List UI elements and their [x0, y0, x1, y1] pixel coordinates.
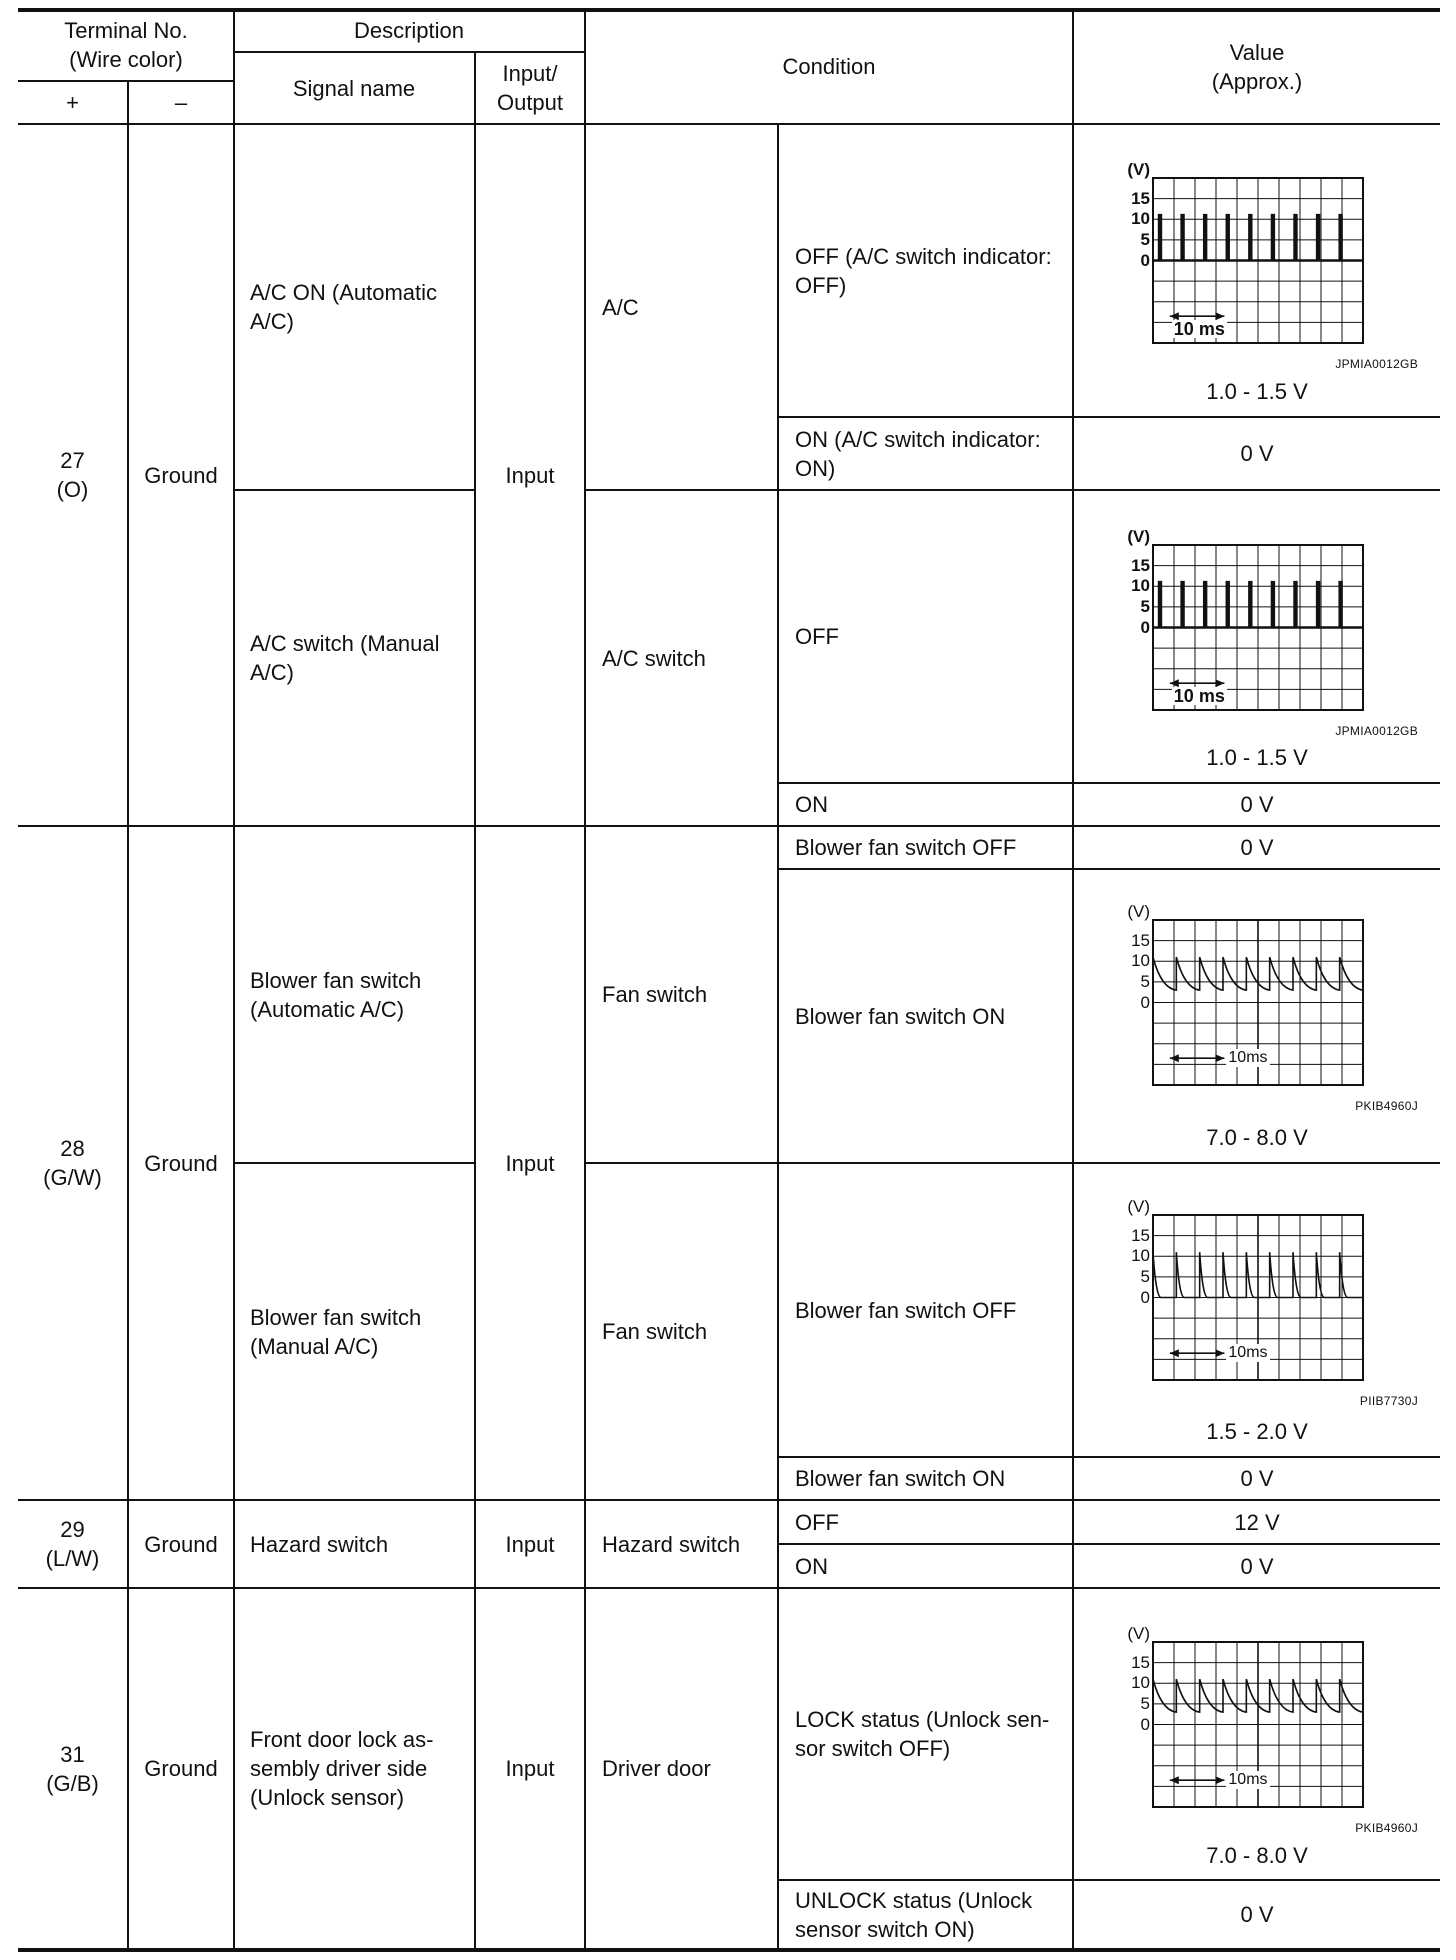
terminal-29-off-condition: OFF [795, 1509, 839, 1535]
terminal-number: 28 [60, 1136, 85, 1161]
figure-code: PKIB4960J [1355, 1821, 1418, 1835]
unit-label: (V) [1127, 902, 1150, 921]
header-description: Description [353, 18, 465, 43]
tick-label: 10 [1131, 209, 1150, 229]
waveform-graph [1118, 535, 1418, 740]
header-value-label: Value [1229, 39, 1285, 65]
header-terminal-no [18, 10, 234, 80]
terminal-29-number [18, 1501, 127, 1587]
tick-label: 0 [1140, 1287, 1150, 1307]
time-scale-label: 10ms [1228, 1049, 1268, 1067]
figure-code: PIIB7730J [1359, 1394, 1418, 1408]
header-approx-label: (Approx.) [1211, 68, 1303, 94]
unit-label: (V) [1127, 527, 1150, 546]
terminal-31-unlock-value: 0 V [1240, 1902, 1274, 1927]
terminal-29-cond: Hazard switch [602, 1531, 741, 1557]
waveform-lock-status [1118, 1624, 1418, 1840]
tick-label: 0 [1140, 617, 1150, 637]
figure-code: PKIB4960J [1355, 1099, 1418, 1113]
terminal-28-b-on-condition: Blower fan switch ON [795, 1466, 1006, 1491]
terminal-31-cond: Driver door [602, 1756, 711, 1781]
wire-color: (O) [56, 477, 89, 502]
tick-label: 5 [1140, 1266, 1150, 1286]
terminal-number: 27 [60, 448, 85, 473]
terminal-28-signal-manual: Blower fan switch (Manual A/C) [250, 1304, 422, 1359]
terminal-28-number [18, 827, 127, 1499]
figure-code: JPMIA0012GB [1335, 357, 1418, 371]
terminal-28-a-off-condition: Blower fan switch OFF [795, 835, 1017, 860]
terminal-number: 31 [60, 1741, 85, 1767]
terminal-28-a-on-value: 7.0 - 8.0 V [1206, 1124, 1308, 1150]
header-minus: – [174, 90, 188, 115]
terminal-31-ground: Ground [144, 1756, 218, 1781]
terminal-27-b-off-value: 1.0 - 1.5 V [1206, 744, 1308, 770]
terminal-27-io: Input [505, 462, 555, 488]
terminal-28-b-off-value: 1.5 - 2.0 V [1206, 1418, 1308, 1444]
time-scale-label: 10 ms [1173, 319, 1225, 340]
header-input-output [476, 53, 584, 123]
tick-label: 10 [1131, 1673, 1150, 1693]
header-condition: Condition [782, 54, 876, 79]
column-divider [1072, 10, 1074, 1950]
time-scale-label: 10 ms [1173, 686, 1225, 707]
waveform-ac-auto-off [1118, 160, 1418, 373]
terminal-29-ground: Ground [144, 1531, 218, 1557]
terminal-28-ground: Ground [144, 1150, 218, 1176]
terminal-31-unlock-condition: UNLOCK status (Unlock sensor switch ON) [795, 1887, 1033, 1942]
terminal-27-a-off-value: 1.0 - 1.5 V [1206, 378, 1308, 404]
tick-label: 5 [1140, 596, 1150, 616]
waveform-ac-manual-off [1118, 527, 1418, 740]
tick-label: 15 [1131, 930, 1150, 950]
terminal-31-number [18, 1589, 127, 1948]
unit-label: (V) [1127, 1624, 1150, 1643]
unit-label: (V) [1127, 160, 1150, 179]
terminal-27-b-off-condition: OFF [795, 624, 839, 649]
terminal-28-cond-fan-auto: Fan switch [602, 982, 708, 1007]
terminal-31-lock-condition: LOCK status (Unlock sen-sor switch OFF) [795, 1707, 1050, 1761]
header-value [1074, 10, 1440, 123]
waveform-graph [1118, 1205, 1418, 1410]
wire-color: (G/B) [46, 1770, 99, 1796]
terminal-27-a-off-condition: OFF (A/C switch indicator: OFF) [795, 243, 1052, 298]
waveform-graph [1118, 910, 1418, 1115]
terminal-27-a-on-condition: ON (A/C switch indicator: ON) [795, 426, 1041, 481]
terminal-28-signal-auto: Blower fan switch (Automatic A/C) [250, 967, 422, 1022]
tick-label: 15 [1131, 188, 1150, 208]
terminal-28-b-on-value: 0 V [1240, 1466, 1274, 1491]
tick-label: 15 [1131, 1225, 1150, 1245]
terminal-31-io: Input [505, 1756, 555, 1781]
tick-label: 0 [1140, 1714, 1150, 1734]
tick-label: 5 [1140, 1693, 1150, 1713]
terminal-29-on-condition: ON [795, 1553, 828, 1579]
waveform-graph [1118, 1632, 1418, 1837]
terminal-27-cond-ac-switch: A/C switch [602, 645, 706, 671]
tick-label: 5 [1140, 971, 1150, 991]
header-output-label: Output [496, 90, 564, 115]
unit-label: (V) [1127, 1197, 1150, 1216]
tick-label: 10 [1131, 951, 1150, 971]
terminal-28-a-on-condition: Blower fan switch ON [795, 1003, 1006, 1029]
header-plus: + [66, 90, 79, 115]
waveform-graph [1118, 168, 1418, 373]
terminal-28-cond-fan-manual: Fan switch [602, 1319, 708, 1344]
terminal-28-b-off-condition: Blower fan switch OFF [795, 1297, 1017, 1323]
tick-label: 10 [1131, 1246, 1150, 1266]
waveform-fan-auto-on [1118, 902, 1418, 1118]
terminal-29-on-value: 0 V [1240, 1553, 1274, 1579]
terminal-29-io: Input [505, 1531, 555, 1557]
time-scale-label: 10ms [1228, 1771, 1268, 1789]
wire-color: (L/W) [45, 1546, 100, 1571]
tick-label: 15 [1131, 555, 1150, 575]
time-scale-label: 10ms [1228, 1344, 1268, 1362]
terminal-27-cond-ac: A/C [602, 294, 639, 320]
terminal-27-b-on-condition: ON [795, 792, 828, 817]
terminal-27-a-on-value: 0 V [1240, 441, 1274, 466]
header-input-label: Input/ [502, 61, 558, 86]
tick-label: 0 [1140, 992, 1150, 1012]
terminal-28-a-off-value: 0 V [1240, 835, 1274, 860]
tick-label: 0 [1140, 250, 1150, 270]
tick-label: 10 [1131, 576, 1150, 596]
terminal-29-signal: Hazard switch [250, 1531, 389, 1557]
tick-label: 5 [1140, 229, 1150, 249]
waveform-fan-manual-off [1118, 1197, 1418, 1413]
terminal-28-io: Input [505, 1150, 555, 1176]
wire-color: (G/W) [43, 1165, 102, 1190]
terminal-number: 29 [60, 1517, 85, 1542]
terminal-27-b-on-value: 0 V [1240, 792, 1274, 817]
header-terminal-label: Terminal No. [64, 18, 188, 43]
terminal-27-signal-auto: A/C ON (Automatic A/C) [250, 280, 438, 334]
terminal-31-lock-value: 7.0 - 8.0 V [1206, 1842, 1308, 1868]
header-wire-color-label: (Wire color) [69, 47, 183, 72]
terminal-31-signal: Front door lock as-sembly driver side (Unlock sensor) [250, 1727, 434, 1810]
table-bottom-border [18, 1948, 1440, 1952]
header-signal-name: Signal name [292, 75, 416, 101]
terminal-27-number [18, 125, 127, 825]
terminal-29-off-value: 12 V [1234, 1509, 1280, 1535]
terminal-27-signal-manual: A/C switch (Manual A/C) [250, 631, 440, 685]
terminal-27-ground: Ground [144, 462, 218, 488]
tick-label: 15 [1131, 1652, 1150, 1672]
figure-code: JPMIA0012GB [1335, 724, 1418, 738]
